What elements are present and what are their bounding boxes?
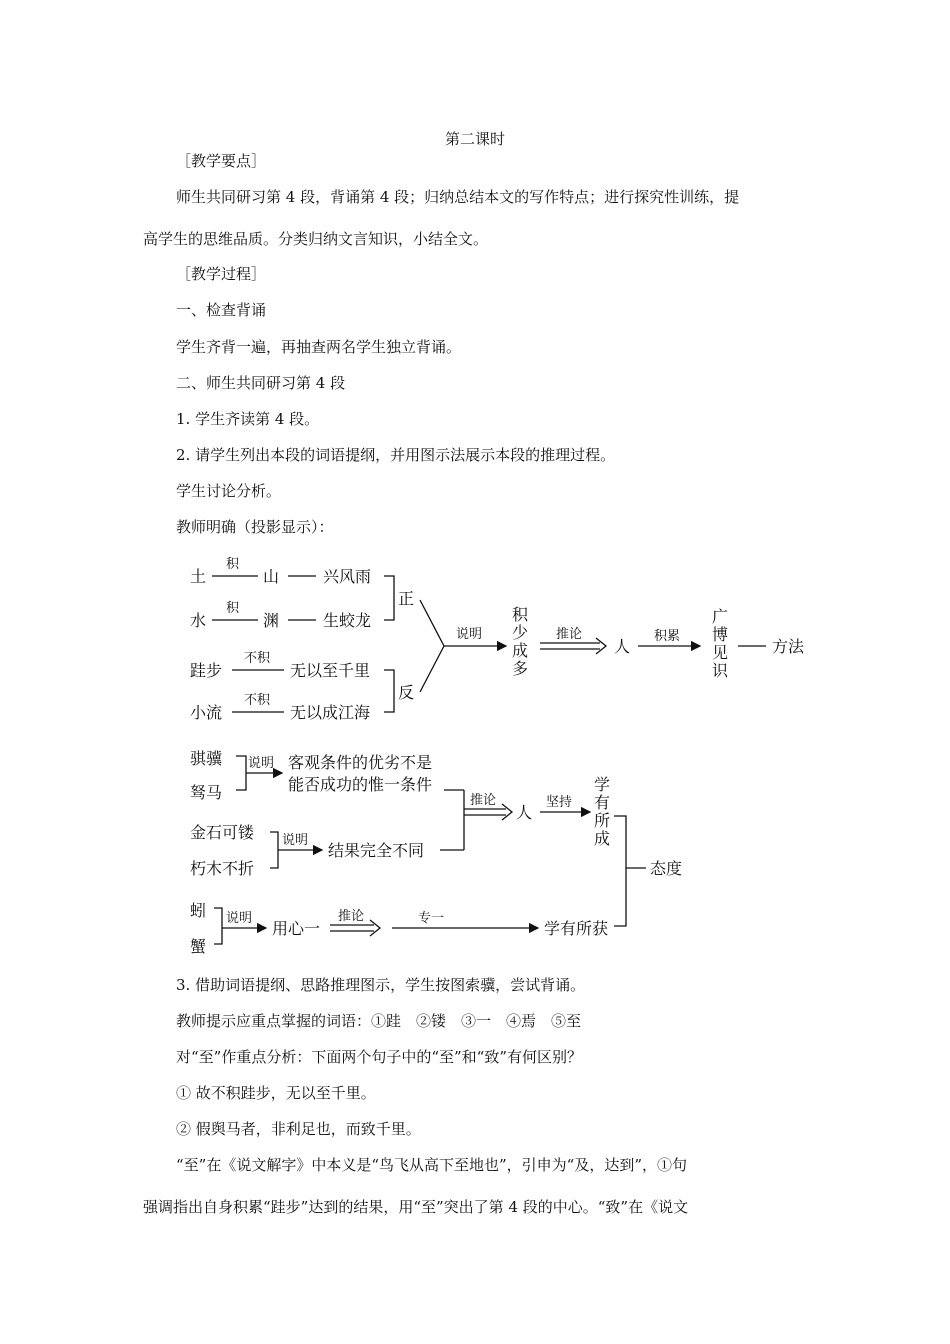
analysis-intro: 对“至”作重点分析：下面两个句子中的“至”和“致”有何区别？: [176, 1048, 583, 1066]
d2-diff: 结果完全不同: [328, 841, 425, 860]
d1-jilei: 积累: [654, 629, 681, 644]
d1-conclusion-0: 积: [512, 605, 529, 624]
d2-cond2: 能否成功的惟一条件: [288, 775, 433, 794]
d1-row2-c: 生蛟龙: [323, 611, 372, 630]
explain-line1: “至”在《说文解字》中本义是“鸟飞从高下至地也”，引申为“及，达到”，①句: [176, 1156, 688, 1174]
d1-row3-a: 跬步: [190, 661, 223, 680]
step2-discuss: 学生讨论分析。: [176, 482, 282, 500]
d1-shuoming: 说明: [456, 627, 483, 642]
d1-row1-c: 兴风雨: [323, 567, 372, 586]
d1-double-arrow-head: [596, 638, 606, 654]
explain-line2: 强调指出自身积累“跬步”达到的结果，用“至”突出了第 4 段的中心。“致”在《说文: [143, 1198, 689, 1216]
d2-tuilun2: 推论: [338, 909, 365, 924]
d2-achieve-2: 所: [594, 811, 611, 830]
d1-tuilun: 推论: [556, 627, 583, 642]
d1-converge-top: [420, 600, 444, 646]
reasoning-diagram-1: [0, 540, 950, 730]
lesson-title: 第二课时: [444, 130, 505, 148]
key-points-heading: ［教学要点］: [176, 152, 267, 170]
d1-row4-verb: 不积: [244, 693, 271, 708]
d2-achieve-1: 有: [594, 793, 611, 812]
d2-achieve-3: 成: [594, 829, 611, 848]
d2-horse1: 骐骥: [190, 749, 223, 768]
d2-shuoming1: 说明: [248, 756, 275, 771]
d2-worm2: 蟹: [190, 937, 207, 956]
d2-zhuanyi: 专一: [418, 911, 445, 926]
step1-heading: 一、检查背诵: [176, 301, 267, 319]
d2-horse2: 驽马: [190, 783, 223, 802]
d1-row1-a: 土: [190, 567, 207, 586]
d1-result-3: 识: [712, 661, 729, 680]
reasoning-diagram-2: [0, 740, 950, 965]
d2-bracket-taidu: [614, 816, 626, 926]
d2-wood: 朽木不折: [190, 859, 255, 878]
d2-bracket-stone: [270, 832, 278, 868]
d1-conclusion-1: 少: [512, 623, 529, 642]
d1-fan: 反: [398, 683, 415, 702]
d1-zheng: 正: [398, 589, 415, 608]
d2-jianchi: 坚持: [546, 795, 573, 810]
d2-taidu: 态度: [650, 859, 683, 878]
key-words: 教师提示应重点掌握的词语：①跬 ②镂 ③一 ④焉 ⑤至: [176, 1012, 582, 1030]
d1-row4-a: 小流: [190, 703, 223, 722]
d1-fangfa: 方法: [772, 637, 805, 656]
d2-achieve-0: 学: [594, 775, 611, 794]
d2-bracket-worm: [214, 908, 222, 944]
d2-shuoming2: 说明: [282, 833, 309, 848]
d1-row2-verb: 积: [226, 601, 240, 616]
d1-conclusion-2: 成: [512, 641, 529, 660]
d1-converge-bottom: [420, 646, 444, 692]
step2-heading: 二、师生共同研习第 4 段: [176, 374, 346, 392]
d2-yongxin: 用心一: [272, 919, 321, 938]
d1-row1-verb: 积: [226, 557, 240, 572]
process-heading: ［教学过程］: [176, 265, 267, 283]
d1-conclusion-3: 多: [512, 659, 529, 678]
d2-worm1: 蚓: [190, 901, 207, 920]
sentence-1: ① 故不积跬步，无以至千里。: [176, 1084, 376, 1102]
key-points-line1: 师生共同研习第 4 段，背诵第 4 段；归纳总结本文的写作特点；进行探究性训练，提: [176, 188, 740, 206]
d1-result-1: 博: [712, 625, 729, 644]
d2-stone: 金石可镂: [190, 823, 255, 842]
d1-row1-b: 山: [263, 567, 280, 586]
d1-row2-a: 水: [190, 611, 207, 630]
d1-result-2: 见: [712, 643, 729, 662]
d1-result-0: 广: [712, 607, 729, 626]
d1-row4-c: 无以成江海: [290, 703, 371, 722]
d2-bracket-horse: [236, 756, 246, 790]
d1-row3-c: 无以至千里: [290, 661, 371, 680]
d1-bracket-fan: [384, 670, 394, 712]
d2-shuoming3: 说明: [226, 911, 253, 926]
d2-double-arrow2-head: [370, 920, 380, 936]
d2-tuilun1: 推论: [470, 793, 497, 808]
step2-teacher: 教师明确（投影显示）：: [176, 518, 334, 536]
d2-double-arrow-head: [502, 804, 512, 820]
d1-ren: 人: [614, 637, 631, 656]
d1-row2-b: 渊: [263, 611, 280, 630]
sentence-2: ② 假舆马者，非利足也，而致千里。: [176, 1120, 421, 1138]
d1-row3-verb: 不积: [244, 651, 271, 666]
d2-ren: 人: [516, 803, 533, 822]
step2-item1: 1. 学生齐读第 4 段。: [176, 410, 320, 428]
d2-cond1: 客观条件的优劣不是: [288, 753, 433, 772]
step3-item: 3. 借助词语提纲、思路推理图示，学生按图索骥，尝试背诵。: [176, 976, 586, 994]
step1-text: 学生齐背一遍，再抽查两名学生独立背诵。: [176, 338, 462, 356]
d1-bracket-zheng: [384, 576, 394, 620]
step2-item2: 2. 请学生列出本段的词语提纲，并用图示法展示本段的推理过程。: [176, 446, 616, 464]
d2-gain: 学有所获: [544, 919, 609, 938]
key-points-line2: 高学生的思维品质。分类归纳文言知识，小结全文。: [143, 230, 489, 248]
